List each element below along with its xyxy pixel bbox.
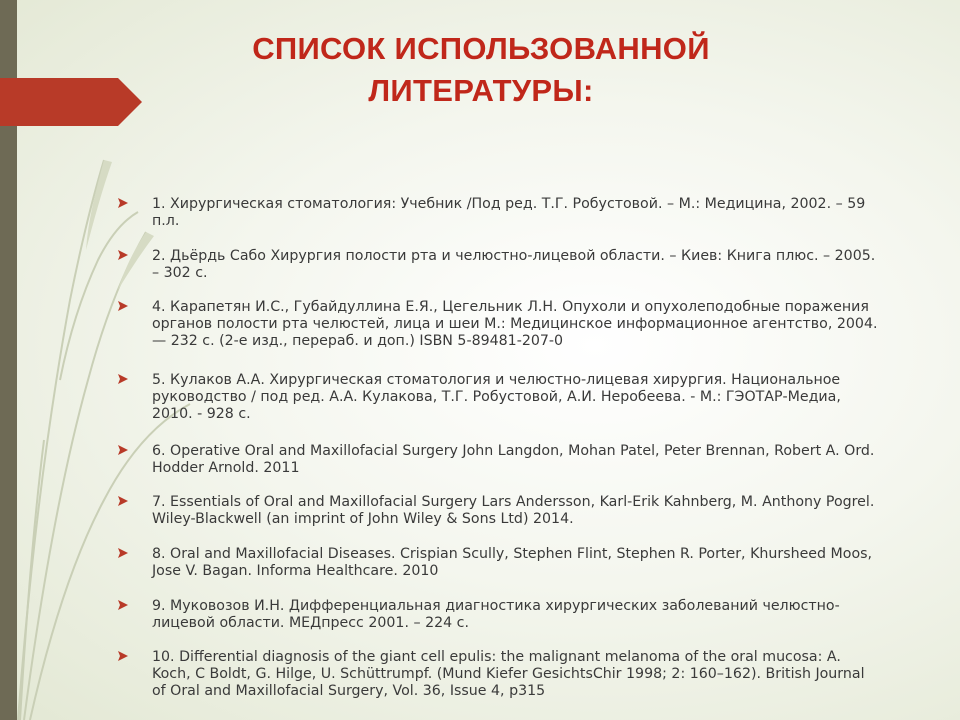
title-line-2: ЛИТЕРАТУРЫ: bbox=[368, 73, 594, 108]
reference-text: 4. Карапетян И.С., Губайдуллина Е.Я., Цегельник Л.Н. Опухоли и опухолеподобные поражения органов полости рта челюстей, лица и шеи М.: Медицинское информационное агентство, 2004. — 232 с. (2-е изд., перераб. и доп.) ISBN 5-89481-207-0 bbox=[152, 299, 878, 349]
list-item bbox=[118, 443, 882, 477]
arrow-bullet-icon bbox=[118, 372, 152, 384]
arrow-bullet-icon bbox=[118, 196, 152, 208]
arrow-bullet-icon bbox=[118, 299, 152, 311]
list-item bbox=[118, 546, 882, 580]
title-banner-arrow bbox=[0, 78, 142, 126]
arrow-bullet-icon bbox=[118, 494, 152, 506]
arrow-bullet-icon bbox=[118, 598, 152, 610]
reference-text: 9. Муковозов И.Н. Дифференциальная диагностика хирургических заболеваний челюстно-лицевой области. МЕДпресс 2001. – 224 с. bbox=[152, 598, 840, 631]
arrow-bullet-icon bbox=[118, 649, 152, 661]
title-line-1: СПИСОК ИСПОЛЬЗОВАННОЙ bbox=[252, 31, 710, 66]
list-item bbox=[118, 248, 882, 282]
list-item bbox=[118, 649, 882, 699]
reference-text: 10. Differential diagnosis of the giant cell epulis: the malignant melanoma of the oral mucosa: A. Koch, C Boldt, G. Hilge, U. Schüttrumpf. (Mund Kiefer GesichtsChir 1998; 2: 160–162). British Journal of Oral and Maxillofacial Surgery, Vol. 36, Issue 4, p315 bbox=[152, 649, 865, 699]
arrow-bullet-icon bbox=[118, 546, 152, 558]
list-item bbox=[118, 196, 882, 230]
list-item bbox=[118, 299, 882, 349]
arrow-bullet-icon bbox=[118, 248, 152, 260]
arrow-bullet-icon bbox=[118, 443, 152, 455]
reference-text: 7. Essentials of Oral and Maxillofacial Surgery Lars Andersson, Karl-Erik Kahnberg, M. Anthony Pogrel. Wiley-Blackwell (an imprint of John Wiley & Sons Ltd) 2014. bbox=[152, 494, 875, 527]
reference-text: 1. Хирургическая стоматология: Учебник /Под ред. Т.Г. Робустовой. – М.: Медицина, 2002. – 59 п.л. bbox=[152, 196, 866, 229]
list-item bbox=[118, 598, 882, 632]
page-title bbox=[196, 28, 766, 112]
list-item bbox=[118, 494, 882, 528]
reference-text: 2. Дьёрдь Сабо Хирургия полости рта и челюстно-лицевой области. – Киев: Книга плюс. – 2005. – 302 с. bbox=[152, 248, 876, 281]
reference-text: 6. Operative Oral and Maxillofacial Surgery John Langdon, Mohan Patel, Peter Brennan, Robert A. Ord. Hodder Arnold. 2011 bbox=[152, 443, 875, 476]
reference-text: 8. Oral and Maxillofacial Diseases. Crispian Scully, Stephen Flint, Stephen R. Porter, Khursheed Moos, Jose V. Bagan. Informa Healthcare. 2010 bbox=[152, 546, 873, 579]
reference-text: 5. Кулаков А.А. Хирургическая стоматология и челюстно-лицевая хирургия. Национальное руководство / под ред. А.А. Кулакова, Т.Г. Робустовой, А.И. Неробеева. - М.: ГЭОТАР-Медиа, 2010. - 928 с. bbox=[152, 372, 841, 422]
list-item bbox=[118, 372, 882, 422]
